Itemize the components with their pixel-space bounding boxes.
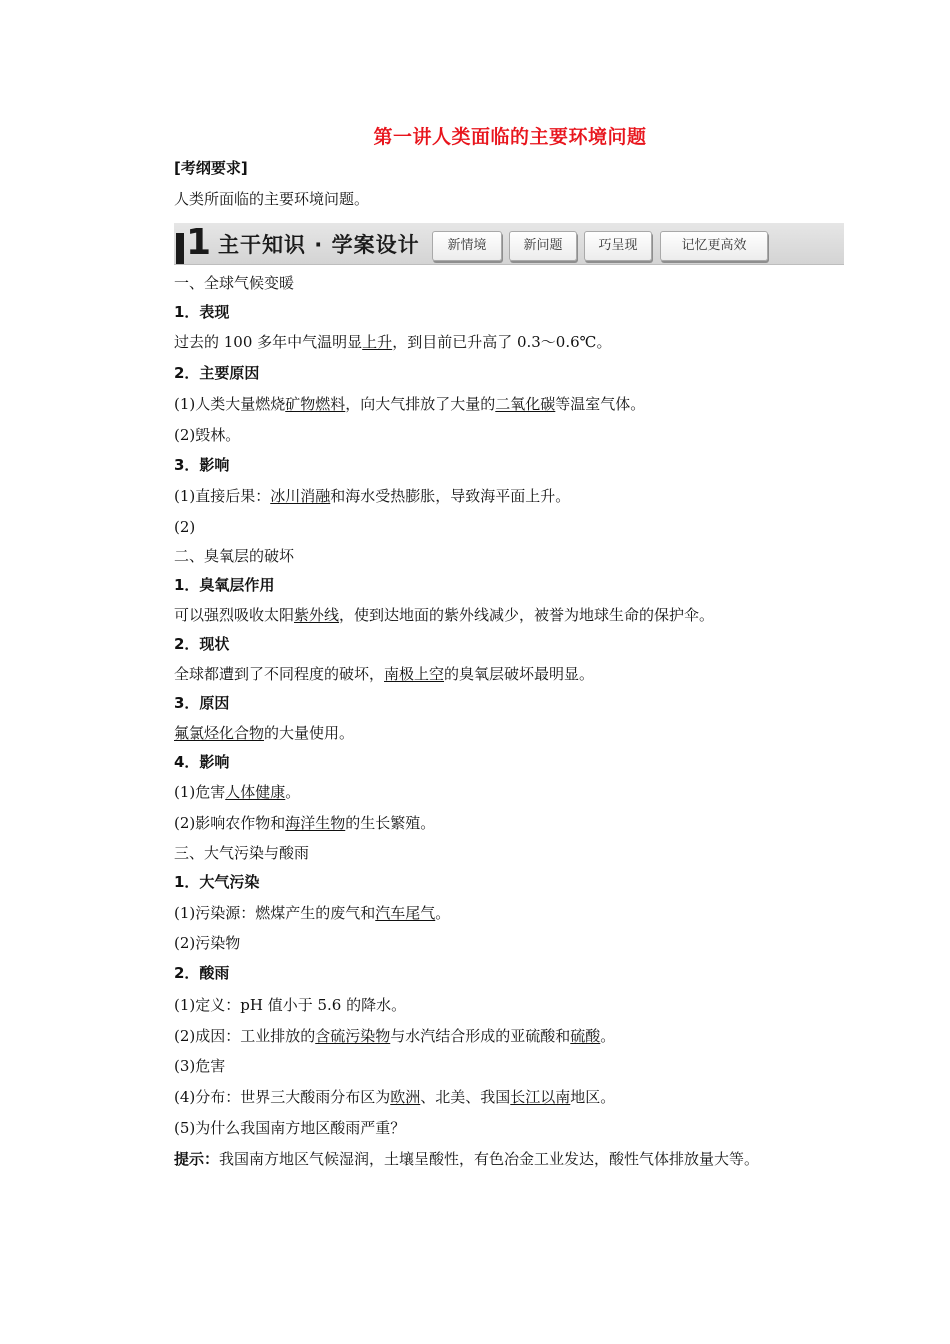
tab-memory-efficient[interactable]: 记忆更高效 [660, 231, 768, 261]
answer-blank: 含硫污染物 [315, 1027, 391, 1045]
tab-new-question[interactable]: 新问题 [509, 231, 577, 261]
answer-blank: 汽车尾气 [375, 904, 436, 922]
section-number: 1 [186, 222, 212, 263]
s2-p2-text: 全球都遭到了不同程度的破坏，南极上空的臭氧层破坏最明显。 [174, 665, 595, 683]
answer-blank: 矿物燃料 [285, 395, 346, 413]
s1-p3-heading: 3．影响 [174, 456, 230, 474]
answer-blank: 南极上空 [384, 665, 445, 683]
requirements-text: 人类所面临的主要环境问题。 [174, 190, 370, 208]
hint-text: 我国南方地区气候湿润，土壤呈酸性，有色冶金工业发达，酸性气体排放量大等。 [219, 1150, 760, 1168]
s2-p4-item-1: (1)危害人体健康。 [174, 783, 301, 801]
s1-p3-item-2: (2) [174, 518, 196, 536]
s2-p2-heading: 2．现状 [174, 635, 230, 653]
tab-clever-presentation[interactable]: 巧呈现 [584, 231, 652, 261]
s2-p3-heading: 3．原因 [174, 694, 230, 712]
answer-blank: 二氧化碳 [495, 395, 556, 413]
s3-p1-item-2: (2)污染物 [174, 934, 241, 952]
s3-p2-item-4: (4)分布：世界三大酸雨分布区为欧洲、北美、我国长江以南地区。 [174, 1088, 616, 1106]
answer-blank: 长江以南 [510, 1088, 571, 1106]
s2-p4-item-2: (2)影响农作物和海洋生物的生长繁殖。 [174, 814, 436, 832]
s3-p2-item-3: (3)危害 [174, 1057, 226, 1075]
s3-p2-item-2: (2)成因：工业排放的含硫污染物与水汽结合形成的亚硫酸和硫酸。 [174, 1027, 616, 1045]
hint-line [174, 1149, 759, 1169]
answer-blank: 海洋生物 [285, 814, 346, 832]
s1-p2-item-1: (1)人类大量燃烧矿物燃料，向大气排放了大量的二氧化碳等温室气体。 [174, 395, 646, 413]
s2-p1-heading: 1．臭氧层作用 [174, 576, 275, 594]
s2-p4-heading: 4．影响 [174, 753, 230, 771]
s1-p1-text: 过去的 100 多年中气温明显上升，到目前已升高了 0.3～0.6℃。 [174, 333, 612, 351]
s1-p2-heading: 2．主要原因 [174, 364, 260, 382]
s1-p2-item-2: (2)毁林。 [174, 426, 241, 444]
page-title: 第一讲人类面临的主要环境问题 [373, 126, 647, 148]
s1-p3-item-1: (1)直接后果：冰川消融和海水受热膨胀，导致海平面上升。 [174, 487, 571, 505]
answer-blank: 硫酸 [570, 1027, 601, 1045]
s2-p3-text: 氟氯烃化合物的大量使用。 [174, 724, 355, 742]
s3-p2-item-5: (5)为什么我国南方地区酸雨严重？ [174, 1119, 406, 1137]
section-number-badge [176, 223, 212, 264]
section-3-heading: 三、大气污染与酸雨 [174, 844, 310, 862]
s1-p1-heading: 1．表现 [174, 303, 230, 321]
section-banner [174, 223, 844, 265]
answer-blank: 欧洲 [390, 1088, 421, 1106]
tab-new-situation[interactable]: 新情境 [432, 231, 502, 261]
requirements-heading: [考纲要求] [174, 159, 248, 177]
s3-p2-heading: 2．酸雨 [174, 964, 230, 982]
s3-p1-heading: 1．大气污染 [174, 873, 260, 891]
hint-label: 提示： [174, 1150, 220, 1168]
banner-title: 主干知识 · 学案设计 [218, 233, 420, 257]
section-2-heading: 二、臭氧层的破坏 [174, 547, 295, 565]
answer-blank: 人体健康 [225, 783, 286, 801]
answer-blank: 紫外线 [294, 606, 340, 624]
section-1-heading: 一、全球气候变暖 [174, 274, 295, 292]
answer-blank: 氟氯烃化合物 [174, 724, 265, 742]
s3-p2-item-1: (1)定义：pH 值小于 5.6 的降水。 [174, 996, 407, 1014]
answer-blank: 上升 [362, 333, 393, 351]
s2-p1-text: 可以强烈吸收太阳紫外线，使到达地面的紫外线减少，被誉为地球生命的保护伞。 [174, 606, 715, 624]
answer-blank: 冰川消融 [270, 487, 331, 505]
s3-p1-item-1: (1)污染源：燃煤产生的废气和汽车尾气。 [174, 904, 451, 922]
